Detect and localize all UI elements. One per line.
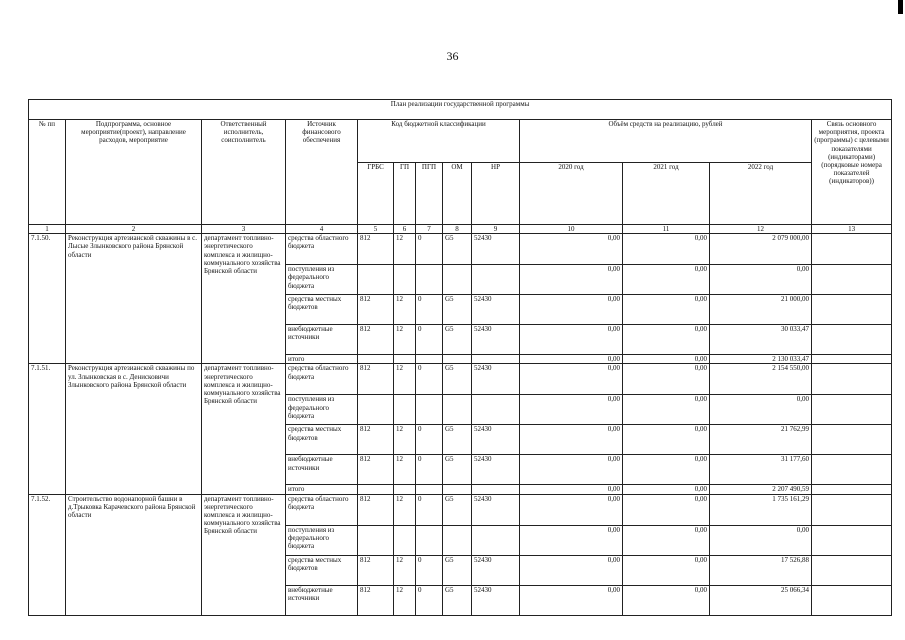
column-number: 2: [66, 225, 202, 234]
amount-2020: 0,00: [520, 295, 623, 325]
amount-2020: 0,00: [520, 425, 623, 455]
indicator-link: [812, 325, 892, 355]
amount-2022: 17 526,88: [710, 555, 812, 585]
code-grbs: 812: [358, 585, 394, 615]
amount-2021: 0,00: [623, 234, 710, 265]
code-om: G5: [443, 295, 472, 325]
indicator-link: [812, 494, 892, 525]
header-link: Связь основного мероприятия, проекта (программы) с целевыми показателями (индикаторами) (порядковые номера показателей (индикаторов)): [812, 120, 892, 225]
header-gp: ГП: [394, 163, 416, 225]
total-2021: 0,00: [623, 485, 710, 494]
amount-2022: 31 177,60: [710, 455, 812, 485]
code-om: G5: [443, 585, 472, 615]
table-row: [29, 234, 892, 265]
code-grbs: 812: [358, 425, 394, 455]
indicator-link: [812, 355, 892, 364]
empty-code-cell: [472, 485, 520, 494]
code-grbs: 812: [358, 234, 394, 265]
code-gp: 12: [394, 455, 416, 485]
code-gp: 12: [394, 234, 416, 265]
code-pgp: 0: [416, 555, 443, 585]
header-subprogram: Подпрограмма, основное мероприятие(проект), направление расходов, мероприятие: [66, 120, 202, 225]
empty-code-cell: [443, 485, 472, 494]
column-number: 7: [416, 225, 443, 234]
header-no: № пп: [29, 120, 66, 225]
amount-2022: 30 033,47: [710, 325, 812, 355]
header-volume: Объём средств на реализацию, рублей: [520, 120, 812, 163]
code-gp: 12: [394, 585, 416, 615]
column-number-row: [29, 225, 892, 234]
empty-code-cell: [394, 355, 416, 364]
measure-name: Строительство водонапорной башни в д.Трыковка Карачевского района Брянской области: [66, 494, 202, 615]
column-number: 12: [710, 225, 812, 234]
indicator-link: [812, 395, 892, 425]
code-nr: 52430: [472, 585, 520, 615]
page-number: 36: [446, 49, 459, 63]
code-nr: 52430: [472, 494, 520, 525]
code-gp: 12: [394, 295, 416, 325]
responsible-executor: департамент топливно-энергетического комплекса и жилищно-коммунального хозяйства Брянской области: [202, 234, 286, 364]
header-grbs: ГРБС: [358, 163, 394, 225]
code-pgp: 0: [416, 585, 443, 615]
code-pgp: [416, 265, 443, 295]
code-nr: 52430: [472, 234, 520, 265]
code-om: G5: [443, 494, 472, 525]
funding-source: средства местных бюджетов: [286, 555, 358, 585]
code-pgp: 0: [416, 425, 443, 455]
total-label: итого: [286, 355, 358, 364]
empty-code-cell: [358, 355, 394, 364]
column-number: 8: [443, 225, 472, 234]
code-pgp: 0: [416, 494, 443, 525]
measure-number: 7.1.50.: [29, 234, 66, 364]
header-responsible: Ответственный исполнитель, соисполнитель: [202, 120, 286, 225]
column-number: 11: [623, 225, 710, 234]
code-nr: [472, 525, 520, 555]
amount-2020: 0,00: [520, 525, 623, 555]
indicator-link: [812, 485, 892, 494]
code-om: G5: [443, 234, 472, 265]
header-2022: 2022 год: [710, 163, 812, 225]
code-pgp: [416, 395, 443, 425]
code-om: [443, 265, 472, 295]
amount-2021: 0,00: [623, 585, 710, 615]
code-nr: 52430: [472, 295, 520, 325]
amount-2022: 0,00: [710, 525, 812, 555]
indicator-link: [812, 295, 892, 325]
total-2022: 2 207 490,59: [710, 485, 812, 494]
code-pgp: 0: [416, 295, 443, 325]
header-budget-code: Код бюджетной классификации: [358, 120, 520, 163]
amount-2022: 25 066,34: [710, 585, 812, 615]
amount-2020: 0,00: [520, 325, 623, 355]
total-2020: 0,00: [520, 485, 623, 494]
code-gp: [394, 525, 416, 555]
code-om: [443, 395, 472, 425]
amount-2022: 2 079 000,00: [710, 234, 812, 265]
code-om: [443, 525, 472, 555]
total-2020: 0,00: [520, 355, 623, 364]
code-gp: 12: [394, 555, 416, 585]
amount-2020: 0,00: [520, 265, 623, 295]
empty-code-cell: [443, 355, 472, 364]
code-pgp: [416, 525, 443, 555]
amount-2021: 0,00: [623, 395, 710, 425]
amount-2021: 0,00: [623, 494, 710, 525]
funding-source: внебюджетные источники: [286, 585, 358, 615]
amount-2020: 0,00: [520, 555, 623, 585]
amount-2021: 0,00: [623, 265, 710, 295]
amount-2020: 0,00: [520, 395, 623, 425]
measure-number: 7.1.52.: [29, 494, 66, 615]
column-number: 4: [286, 225, 358, 234]
amount-2021: 0,00: [623, 555, 710, 585]
column-number: 1: [29, 225, 66, 234]
amount-2021: 0,00: [623, 295, 710, 325]
code-nr: [472, 265, 520, 295]
total-2022: 2 130 033,47: [710, 355, 812, 364]
empty-code-cell: [472, 355, 520, 364]
total-label: итого: [286, 485, 358, 494]
code-om: G5: [443, 325, 472, 355]
amount-2020: 0,00: [520, 234, 623, 265]
column-number: 10: [520, 225, 623, 234]
code-nr: 52430: [472, 455, 520, 485]
amount-2020: 0,00: [520, 494, 623, 525]
funding-source: поступления из федерального бюджета: [286, 265, 358, 295]
code-gp: [394, 265, 416, 295]
table-row: [29, 364, 892, 395]
code-grbs: 812: [358, 494, 394, 525]
code-grbs: 812: [358, 364, 394, 395]
funding-source: средства местных бюджетов: [286, 425, 358, 455]
code-gp: [394, 395, 416, 425]
header-source: Источник финансового обеспечения: [286, 120, 358, 225]
code-gp: 12: [394, 494, 416, 525]
code-pgp: 0: [416, 364, 443, 395]
amount-2020: 0,00: [520, 364, 623, 395]
indicator-link: [812, 455, 892, 485]
amount-2022: 1 735 161,29: [710, 494, 812, 525]
program-plan-table: [28, 99, 892, 616]
amount-2020: 0,00: [520, 585, 623, 615]
funding-source: поступления из федерального бюджета: [286, 395, 358, 425]
code-om: G5: [443, 364, 472, 395]
indicator-link: [812, 555, 892, 585]
amount-2021: 0,00: [623, 325, 710, 355]
funding-source: поступления из федерального бюджета: [286, 525, 358, 555]
indicator-link: [812, 364, 892, 395]
code-grbs: [358, 525, 394, 555]
code-gp: 12: [394, 364, 416, 395]
column-number: 9: [472, 225, 520, 234]
responsible-executor: департамент топливно-энергетического комплекса и жилищно-коммунального хозяйства Брянской области: [202, 494, 286, 615]
column-number: 6: [394, 225, 416, 234]
amount-2022: 2 154 550,00: [710, 364, 812, 395]
code-pgp: 0: [416, 325, 443, 355]
amount-2020: 0,00: [520, 455, 623, 485]
code-nr: 52430: [472, 325, 520, 355]
funding-source: внебюджетные источники: [286, 455, 358, 485]
measure-name: Реконструкция артезианской скважины в с. Лысые Злынковского района Брянской области: [66, 234, 202, 364]
empty-code-cell: [358, 485, 394, 494]
header-om: ОМ: [443, 163, 472, 225]
code-nr: 52430: [472, 364, 520, 395]
amount-2022: 0,00: [710, 395, 812, 425]
responsible-executor: департамент топливно-энергетического комплекса и жилищно-коммунального хозяйства Брянской области: [202, 364, 286, 494]
code-grbs: 812: [358, 455, 394, 485]
header-pgp: ПГП: [416, 163, 443, 225]
code-grbs: 812: [358, 555, 394, 585]
amount-2021: 0,00: [623, 425, 710, 455]
code-om: G5: [443, 425, 472, 455]
table-row: [29, 494, 892, 525]
code-gp: 12: [394, 325, 416, 355]
funding-source: средства областного бюджета: [286, 364, 358, 395]
column-number: 3: [202, 225, 286, 234]
code-pgp: 0: [416, 234, 443, 265]
indicator-link: [812, 585, 892, 615]
page-edge-mark: [898, 0, 903, 14]
code-nr: 52430: [472, 425, 520, 455]
code-grbs: [358, 395, 394, 425]
amount-2022: 21 762,99: [710, 425, 812, 455]
code-grbs: 812: [358, 325, 394, 355]
amount-2021: 0,00: [623, 455, 710, 485]
total-2021: 0,00: [623, 355, 710, 364]
amount-2022: 0,00: [710, 265, 812, 295]
code-om: G5: [443, 455, 472, 485]
funding-source: средства местных бюджетов: [286, 295, 358, 325]
header-2021: 2021 год: [623, 163, 710, 225]
indicator-link: [812, 525, 892, 555]
empty-code-cell: [416, 355, 443, 364]
indicator-link: [812, 425, 892, 455]
code-grbs: [358, 265, 394, 295]
funding-source: внебюджетные источники: [286, 325, 358, 355]
measure-name: Реконструкция артезианской скважины по ул. Злынковская в с. Денисковичи Злынковского района Брянской области: [66, 364, 202, 494]
column-number: 13: [812, 225, 892, 234]
code-nr: 52430: [472, 555, 520, 585]
amount-2021: 0,00: [623, 525, 710, 555]
table-title: План реализации государственной программы: [29, 100, 892, 120]
code-pgp: 0: [416, 455, 443, 485]
empty-code-cell: [416, 485, 443, 494]
code-om: G5: [443, 555, 472, 585]
header-2020: 2020 год: [520, 163, 623, 225]
code-gp: 12: [394, 425, 416, 455]
header-nr: НР: [472, 163, 520, 225]
code-nr: [472, 395, 520, 425]
funding-source: средства областного бюджета: [286, 234, 358, 265]
empty-code-cell: [394, 485, 416, 494]
indicator-link: [812, 234, 892, 265]
amount-2022: 21 000,00: [710, 295, 812, 325]
code-grbs: 812: [358, 295, 394, 325]
measure-number: 7.1.51.: [29, 364, 66, 494]
indicator-link: [812, 265, 892, 295]
column-number: 5: [358, 225, 394, 234]
funding-source: средства областного бюджета: [286, 494, 358, 525]
amount-2021: 0,00: [623, 364, 710, 395]
